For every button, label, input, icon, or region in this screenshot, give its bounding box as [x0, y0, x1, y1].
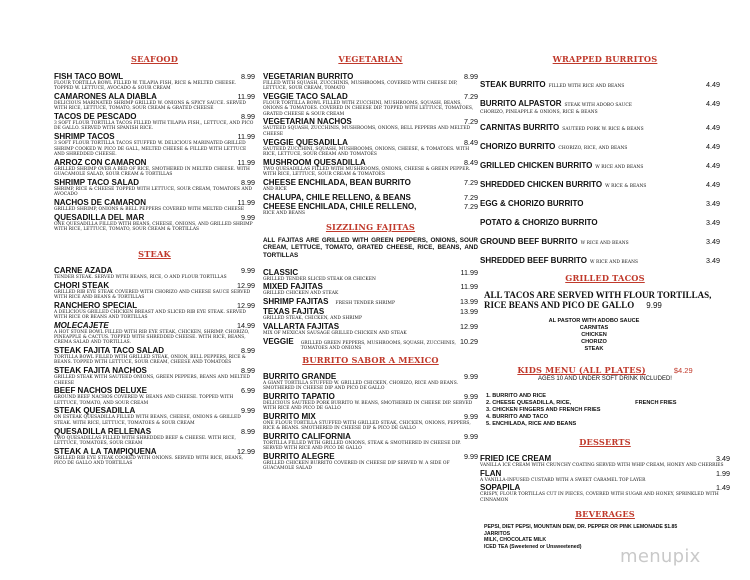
menu-item	[263, 117, 478, 137]
menu-item-name: QUESADILLA DEL MAR	[54, 212, 145, 222]
menu-item-name: STEAK QUESADILLA	[54, 406, 136, 416]
menu-item-name: FRIED ICE CREAM	[480, 453, 552, 463]
menu-item-name: NACHOS DE CAMARON	[54, 197, 146, 207]
menu-item	[54, 281, 255, 301]
wrapped-item-left	[480, 134, 627, 153]
menu-item	[480, 469, 730, 483]
menu-item-row	[54, 346, 255, 355]
steak-header: STEAK	[138, 248, 171, 259]
sabor-header: BURRITO SABOR A MEXICO	[302, 354, 439, 365]
menu-item-description: A VANILLA-INFUSED CUSTARD WITH A SWEET CARAMEL TOP LAYER	[480, 477, 646, 483]
menu-item-name: STEAK FAJITA NACHOS	[54, 366, 147, 376]
menu-item-price: 8.99	[464, 72, 478, 81]
menu-item-description: GRILLED SHRIMP, ONIONS & BELL PEPPERS COVERED WITH MELTED CHEESE	[54, 206, 245, 212]
menu-item	[263, 92, 478, 117]
wrapped-item-name: BURRITO ALPASTOR	[480, 99, 562, 108]
menu-item-row	[54, 321, 255, 330]
menu-item-row	[263, 337, 478, 352]
menu-item-description: GRILLED STEAK, CHICKEN, AND SHRIMP	[263, 316, 362, 322]
fajitas-intro: ALL FAJITAS ARE GRILLED WITH GREEN PEPPERS, ONIONS, SOUR CREAM, LETTUCE, TOMATO, GRATED CHEESE, RICE, BEANS, AND TORTILLAS	[263, 236, 478, 260]
wrapped-item-note: W RICE AND BEANS	[589, 260, 639, 266]
menu-item	[54, 321, 255, 346]
menu-item-description: FILLED WITH SQUASH, ZUCCHINIS, MUSHROOMS, COVERED WITH CHEESE DIP, LETTUCE, SOUR CREAM, TOMATO	[263, 81, 458, 92]
menu-item-description: 3 SOFT FLOUR TORTILLA TACOS STUFFED W. DELICIOUS MARINATED GRILLED SHRIMP COOKED W. PICO DE GALL, MELTED CHEESE & FILLED WITH LETTUCE AND SHREDDED CHEESE.	[54, 141, 247, 157]
menu-item-name: FISH TACO BOWL	[54, 72, 124, 81]
menu-item-row	[54, 178, 255, 187]
menu-item-description: GRILLED GREEN PEPPERS, MUSHROOMS, SQUASH, ZUCCHINIS, TOMATOES AND ONIONS	[300, 340, 456, 351]
wrapped-item-name: EGG & CHORIZO BURRITO	[480, 199, 584, 209]
menu-item-row	[54, 447, 255, 456]
wrapped-item-row	[480, 210, 730, 229]
wrapped-item-row	[480, 134, 730, 153]
menu-item-price: 9.99	[464, 391, 478, 401]
menu-item-row	[263, 92, 478, 101]
menu-item-price: 9.99	[464, 432, 478, 441]
menu-item-name: MUSHROOM QUESADILLA	[263, 157, 366, 167]
menu-item	[263, 138, 478, 158]
menu-item-description: MIX OF MEXICAN SAUSAGE GRILLED CHICKEN AND STEAK	[263, 330, 407, 336]
menu-item-row	[54, 406, 255, 415]
menu-item	[263, 72, 478, 92]
tacos-line-2-row	[480, 300, 730, 310]
menu-item-row	[54, 72, 255, 81]
menu-item-name: BURRITO MIX	[263, 411, 316, 421]
menu-item-price: 12.99	[237, 446, 255, 456]
wrapped-item-note: SAUTEED PORK W. RICE & BEANS	[562, 127, 644, 133]
menu-item-price: 9.99	[464, 411, 478, 421]
vegetarian-list	[263, 72, 478, 216]
kids-item: 2. CHEESE QUESADILLA, RICE,	[486, 399, 572, 406]
menu-item-name: VEGETARIAN NACHOS	[263, 117, 352, 127]
menu-item-description: GROUND BEEF NACHOS COVERED W. BEANS AND CHEESE. TOPPED WITH LETTUCE, TOMATO, AND SOUR CREAM	[54, 395, 234, 406]
menu-item-name: RANCHERO SPECIAL	[54, 300, 138, 310]
wrapped-item-note: FILLED WITH RICE AND BEANS	[548, 84, 625, 89]
menu-item-row	[54, 386, 255, 395]
menu-item-row	[54, 281, 255, 290]
menu-item-row	[263, 158, 478, 167]
taco-option: CHICKEN	[581, 332, 607, 339]
menu-item-description: GRILLED CHICKEN BURRITO COVERED IN CHEESE DIP SERVED W. A SIDE OF GUACAMOLE SALAD	[263, 461, 450, 472]
menu-item	[54, 178, 255, 198]
menu-item-name: BURRITO GRANDE	[263, 371, 337, 381]
menu-item-description: CRISPY, FLOUR TORTILLAS CUT IN PIECES, COVERED WITH SUGAR AND HONEY, SPRINKLED WITH CINNAMON	[480, 492, 719, 503]
menu-item-name: BURRITO TAPATIO	[263, 391, 335, 401]
kids-header-row	[480, 365, 730, 376]
kids-item-row	[486, 414, 730, 421]
menu-item-description: DELICIOUS SAUTEED PORK BURRITO W. BEANS, SMOTHERED IN CHEESE DIP. SERVED WITH RICE AND PICO DE GALLO	[263, 400, 473, 412]
wrapped-item-name: POTATO & CHORIZO BURRITO	[480, 218, 598, 228]
menu-item-description: DELICIOUS MARINATED SHRIMP GRILLED W. ONIONS & SPICY SAUCE. SERVED WITH RICE, LETTUCE, TOMATO, SOUR CREAM & GRATED CHEESE	[54, 101, 246, 112]
tacos-line-2: RICE BEANS AND PICO DE GALLO	[484, 300, 635, 311]
wrapped-item-row	[480, 191, 730, 210]
menu-item-name: BURRITO ALEGRE	[263, 452, 335, 462]
wrapped-item-price: 4.49	[706, 161, 720, 171]
menu-item-description: GRILLED STEAK WITH SAUTEED ONIONS, GREEN PEPPERS, BEANS AND MELTED CHEESE	[54, 375, 250, 386]
wrapped-item-name: SHREDDED BEEF BURRITO	[480, 256, 587, 266]
menu-item-price: 8.99	[241, 72, 255, 81]
menu-item-name: BURRITO CALIFORNIA	[263, 432, 351, 441]
kids-item: 3. CHICKEN FINGERS AND FRENCH FRIES	[486, 406, 601, 413]
wrapped-item-row	[480, 172, 730, 191]
menu-item	[54, 447, 255, 467]
beverage-line: PEPSI, DIET PEPSI, MOUNTAIN DEW, DR. PEPPER OR PINK LEMONADE $1.85	[484, 524, 678, 531]
menu-item-description: GRILLED RIB EYE STEAK COVERED WITH CHORIZO AND CHEESE SAUCE SERVED WITH RICE AND BEANS & TORTILLAS	[54, 289, 251, 300]
menu-item-price: 11.99	[460, 282, 478, 292]
wrapped-item-price: 3.49	[706, 237, 720, 247]
menu-item	[263, 307, 478, 321]
menu-item-description: ONE FLOUR TORTILLA STUFFED WITH GRILLED STEAK, CHICKEN, ONIONS, PEPPERS, RICE & BEANS. SMOTHERED IN CHEESE DIP & PICO DE GALLO	[263, 420, 471, 432]
wrapped-item-left	[480, 91, 632, 110]
menu-item-name: VEGGIE	[263, 336, 294, 346]
menu-item-description: ONE QUESADILLA FILLED WITH BEANS, CHEESE, ONIONS, AND GRILLED SHRIMP WITH RICE, LETTUCE, TOMATO, SOUR CREAM & TORTILLAS	[54, 221, 253, 232]
menu-item-description: RICE AND BEANS	[263, 211, 306, 217]
menu-item-description: 3 SOFT FLOUR TORTILLA TACOS FILLED WITH TILAPIA FISH,, LETTUCE, AND PICO DE GALLO. SERVED WITH SPANISH RICE.	[54, 121, 254, 132]
menu-item-price: 13.99	[460, 297, 478, 307]
vegetarian-header: VEGETARIAN	[338, 54, 403, 64]
menu-item-name: VALLARTA FAJITAS	[263, 321, 340, 331]
menu-item-price: 14.99	[237, 320, 255, 330]
wrapped-item-row	[480, 91, 730, 110]
menu-item-description: ON ESTEAK QUESADILLA FILLED WITH BEANS, CHEESE, ONIONS & GRILLED STEAK. WITH RICE, LETTUCE, TOMATOES & SOUR CREAM	[54, 415, 241, 426]
menu-item-row	[263, 297, 478, 306]
menu-item-price: 11.99	[237, 132, 255, 142]
menu-item-name: CHORI STEAK	[54, 280, 110, 290]
menu-item-description: FRESH TENDER SHRIMP	[335, 301, 395, 307]
wrapped-item-left	[480, 229, 629, 248]
wrapped-item-left	[480, 191, 583, 210]
wrapped-item-price: 4.49	[706, 142, 720, 152]
menu-item	[480, 454, 730, 468]
wrapped-item-name: GROUND BEEF BURRITO	[480, 237, 578, 247]
tacos-line-1: ALL TACOS ARE SERVED WITH FLOUR TORTILLAS,	[484, 290, 712, 301]
menu-item-price: 8.49	[464, 137, 478, 147]
kids-subtitle: AGES 10 AND UNDER SOFT DRINK INCLUDED!	[538, 376, 672, 383]
menu-item-price: 1.99	[716, 468, 730, 478]
wrapped-item-left	[480, 248, 638, 267]
menu-item-name: SHRIMP TACOS	[54, 132, 115, 142]
taco-option: CHORIZO	[581, 339, 607, 346]
menu-item-description: A HOT STONE BOWL FILLED WITH RIB EYE STEAK, CHICKEN, SHRIMP, CHORIZO, PINEAPPLE & CACTUS. TOPPED WITH SHREDDED CHEESE. WITH RICE, BEANS, CREMA SALAD AND TORTILLAS.	[54, 329, 250, 346]
menupix-watermark: menupix	[620, 546, 701, 567]
kids-item: 4. BURRITO AND TACO	[486, 413, 549, 420]
menu-item	[263, 452, 478, 472]
menu-item-name: MOLECAJETE	[54, 320, 109, 330]
wrapped-item-price: 3.49	[706, 218, 720, 228]
menu-item-name: ARROZ CON CAMARON	[54, 157, 147, 167]
kids-header: KIDS MENU (ALL PLATES)	[517, 365, 646, 376]
menu-item-price: 7.29	[464, 202, 478, 212]
menu-item	[263, 158, 478, 178]
menu-item-description: SHRIMP, RICE & CHEESE TOPPED WITH LETTUCE, SOUR CREAM, TOMATOES AND AVOCADO	[54, 186, 253, 198]
column-right	[478, 0, 730, 580]
wrapped-header: WRAPPED BURRITOS	[552, 54, 658, 64]
taco-option: STEAK	[584, 346, 604, 353]
tacos-options	[480, 318, 730, 353]
menu-item-name: CLASSIC	[263, 267, 299, 277]
menu-item-name: CHEESE ENCHILADA, BEAN BURRITO	[263, 177, 411, 187]
menu-item-price: 8.99	[241, 426, 255, 436]
menu-item-description: TWO QUESADILLAS FILLED WITH MUSHROOMS, ONIONS, CHEESE & GREEN PEPPER. WITH RICE, LETTUCE, SOUR CREAM & TOMATOES	[263, 166, 471, 177]
menu-item-price: 6.99	[241, 386, 255, 396]
menu-item-description: GRILLED TENDER SLICED STEAK OR CHICKEN	[263, 276, 376, 282]
kids-item: 5. ENCHILADA, RICE AND BEANS	[486, 420, 577, 427]
beverage-line: MILK, CHOCOLATE MILK	[484, 537, 547, 544]
menu-item-description: FLOUR TORTILLA BOWL FILLED W. TILAPIA FISH, RICE & MELTED CHEESE. TOPPED W. LETTUCE, AVOCADO & SOUR CREAM	[54, 81, 237, 92]
menu-item-name: CHEESE ENCHILADA, CHILE RELLENO,	[263, 202, 417, 212]
wrapped-item-left	[480, 210, 598, 229]
menu-item-name: VEGETARIAN BURRITO	[263, 72, 354, 81]
kids-item-row	[486, 407, 730, 414]
menu-item-row	[480, 483, 730, 492]
menu-item-name: MIXED FAJITAS	[263, 282, 323, 292]
desserts-header: DESSERTS	[579, 436, 631, 447]
wrapped-item-note: STEAK WITH ADOBO SAUCE	[564, 103, 633, 108]
menu-item-row	[263, 307, 478, 316]
menu-item-price: 8.99	[241, 366, 255, 376]
menu-item-name: BEEF NACHOS DELUXE	[54, 386, 147, 396]
menu-item	[54, 112, 255, 132]
menu-item	[480, 483, 730, 503]
menu-item-name: TEXAS FAJITAS	[263, 307, 325, 317]
menu-item-price: 8.49	[464, 157, 478, 167]
wrapped-item-note: W RICE & BEANS	[605, 184, 647, 190]
menu-item-price: 9.99	[464, 452, 478, 462]
menu-item-description: GRILLED SHRIMP OVER A BED OF RICE, SMOTHERED IN MELTED CHEESE. WITH GUACAMOLE SALAD, SOUR CREAM & TORTILLAS	[54, 166, 250, 177]
menu-item-description: A GIANT TORTILLA STUFFED W. GRILLED CHICKEN, CHORIZO, RICE AND BEANS. SMOTHERED IN CHEESE DIP AND PICO DE GALLO	[263, 380, 459, 392]
menu-item-row	[54, 427, 255, 436]
menu-item	[263, 412, 478, 432]
menu-item-price: 12.99	[237, 300, 255, 310]
menu-item-name: CARNE AZADA	[54, 265, 113, 275]
menu-item-price: 7.29	[464, 192, 478, 202]
menu-item-price: 11.99	[237, 157, 255, 167]
menu-item-row	[263, 117, 478, 126]
menu-item-row	[54, 112, 255, 121]
menu-item-description: VANILLA ICE CREAM WITH CRUNCHY COATING SERVED WITH WHIP CREAM, HONEY AND CHERRIES	[480, 462, 724, 468]
wrapped-item-row	[480, 248, 730, 267]
wrapped-item-row	[480, 72, 730, 91]
wrapped-item-note: CHORIZO, RICE, AND BEANS	[558, 146, 628, 152]
menu-item-row	[54, 198, 255, 207]
menu-item-name: TACOS DE PESCADO	[54, 112, 137, 122]
kids-item-row	[486, 393, 730, 400]
menu-item-row	[263, 412, 478, 421]
beverages-header: BEVERAGES	[575, 509, 635, 520]
menu-item-name: STEAK A LA TAMPIQUENA	[54, 446, 157, 456]
menu-item-price: 13.99	[460, 307, 478, 317]
menu-item-description: TENDER STEAK. SERVED WITH BEANS, RICE, O AND FLOUR TORTILLAS	[54, 274, 227, 280]
sabor-list	[263, 372, 478, 472]
menu-item-row	[54, 158, 255, 167]
menu-item	[263, 268, 478, 282]
menu-item	[263, 202, 478, 216]
wrapped-item-left	[480, 172, 646, 191]
menu-item-row	[54, 213, 255, 222]
menu-item	[263, 322, 478, 336]
menu-item	[54, 301, 255, 321]
menu-item-description: AND RICE	[263, 186, 287, 192]
menu-item-name: SHRIMP TACO SALAD	[54, 177, 140, 187]
wrapped-item-name: SHREDDED CHICKEN BURRITO	[480, 180, 603, 190]
column-middle	[263, 0, 478, 580]
menu-item	[54, 406, 255, 426]
menu-item-description: GRILLED CHICKEN AND STEAK	[263, 291, 339, 297]
taco-option: AL PASTOR WITH ADOBO SAUCE	[548, 318, 640, 325]
menu-item-description: GRILLED RIB EYE STEAK COOKED WITH ONIONS. SERVED WITH RICE, BEANS, PICO DE GALLO AND TORTILLAS	[54, 455, 243, 466]
menu-item-name: VEGGIE QUESADILLA	[263, 137, 348, 147]
steak-list	[54, 266, 255, 466]
kids-item: 1. BURRITO AND RICE	[486, 392, 546, 399]
menu-item-row	[263, 372, 478, 381]
menu-item	[54, 158, 255, 178]
menu-item-price: 8.99	[241, 346, 255, 356]
menu-item-price: 9.99	[241, 212, 255, 222]
desserts-list	[480, 454, 730, 503]
beverage-line: JARRITOS	[484, 530, 511, 537]
menu-item-description: TWO QUESADILLAS FILLED WITH SHREDDED BEEF & CHEESE. WITH RICE, LETTUCE, TOMATOES, SOUR CREAM	[54, 435, 236, 446]
kids-list	[480, 393, 730, 428]
menu-item-name: QUESADILLA RELLENAS	[54, 426, 152, 436]
menu-item-row	[263, 282, 478, 291]
seafood-list	[54, 72, 255, 232]
menu-item-row	[263, 72, 478, 81]
menu-item-price: 9.99	[241, 265, 255, 275]
menu-item-row	[263, 178, 478, 187]
wrapped-item-note: W RICE AND BEANS	[595, 165, 644, 171]
menu-item	[54, 346, 255, 366]
menu-item-row	[263, 193, 478, 202]
menu-item-name: CHALUPA, CHILE RELLENO, & BEANS	[263, 192, 411, 202]
fajitas-header: SIZZLING FAJITAS	[325, 221, 416, 232]
menu-item	[54, 198, 255, 212]
menu-item-name: FLAN	[480, 468, 502, 478]
column-left	[40, 0, 255, 580]
menu-item-description: A DELICIOUS GRILLED CHICKEN BREAST AND SLICED RIB EYE STEAK. SERVED WITH RICE OR BEANS AND TORTILLAS	[54, 309, 246, 320]
kids-item-extra: FRENCH FRIES	[635, 399, 677, 406]
menu-item-row	[263, 452, 478, 461]
beverage-line: ICED TEA (Sweetened or Unsweetened)	[484, 543, 582, 550]
menu-item	[54, 72, 255, 92]
menu-item-row	[263, 138, 478, 147]
menu-item-price: 9.99	[464, 371, 478, 381]
menu-item-name: VEGGIE TACO SALAD	[263, 92, 348, 102]
kids-item-row	[486, 421, 730, 428]
wrapped-item-left	[480, 153, 643, 172]
wrapped-item-price: 4.49	[706, 123, 720, 133]
menu-item-row	[54, 132, 255, 141]
wrapped-item-price: 3.49	[706, 256, 720, 266]
menu-item	[54, 427, 255, 447]
menu-item-name: SOPAPILA	[480, 483, 521, 493]
wrapped-item-left	[480, 72, 624, 91]
menu-item	[263, 178, 478, 192]
menu-item-price: 8.99	[241, 112, 255, 122]
wrapped-item-row	[480, 153, 730, 172]
menu-item-price: 8.99	[241, 177, 255, 187]
menu-item-price: 3.49	[716, 453, 730, 463]
menu-item-name: SHRIMP FAJITAS	[263, 297, 329, 307]
menu-item-price: 7.29	[464, 177, 478, 187]
menu-item-row	[263, 268, 478, 277]
menu-item	[54, 386, 255, 406]
menu-item	[54, 92, 255, 112]
menu-item-description: SAUTEED ZUCCHINI, SQUASH, MUSHROOMS, ONIONS, CHEESE, & TOMATOES. WITH RICE, LETTUCE, SOUR CREAM AND TOMATOES	[263, 146, 470, 157]
menu-item	[263, 337, 478, 352]
wrapped-item-description: CHORIZO, PINEAPPLE & ONIONS, RICE & BEANS	[480, 110, 598, 115]
menu-item-description: TORTILLA FILLED WITH GRILLED ONIONS, STEAK & SMOTHERED IN CHEESE DIP. SERVED WITH RICE AND PICO DE GALLO	[263, 441, 461, 452]
wrapped-item-price: 4.49	[706, 180, 720, 190]
menu-item-row	[263, 202, 478, 211]
menu-item-price: 9.99	[241, 406, 255, 416]
tacos-price: 9.99	[646, 301, 662, 311]
menu-item-price: 7.29	[464, 92, 478, 102]
menu-item	[54, 132, 255, 157]
wrapped-item-row	[480, 115, 730, 134]
menu-item	[54, 213, 255, 233]
menu-item	[54, 366, 255, 386]
wrapped-item-price: 3.49	[706, 199, 720, 209]
menu-item-row	[54, 266, 255, 275]
wrapped-item-price: 4.49	[706, 99, 720, 108]
menu-item-row	[263, 322, 478, 331]
wrapped-item-name: CHORIZO BURRITO	[480, 142, 556, 152]
menu-item-row	[263, 432, 478, 441]
wrapped-item-note: W RICE AND BEANS	[580, 241, 629, 247]
menu-item-price: 11.99	[460, 267, 478, 277]
menu-item-price: 11.99	[237, 197, 255, 207]
menu-item-price: 10.29	[460, 336, 478, 346]
menu-item-price: 11.99	[237, 92, 255, 102]
wrapped-item-left	[480, 115, 644, 134]
menu-item-row	[480, 454, 730, 463]
menu-item-row	[54, 301, 255, 310]
kids-item-row	[486, 400, 730, 407]
menu-item	[54, 266, 255, 280]
menu-item-description: FLOUR TORTILLA BOWL FILLED WITH ZUCCHINI, MUSHROOMS, SQUASH, BEANS, ONIONS & TOMATOES. COVERED IN CHEESE DIP. TOPPED WITH LETTUCE, TOMATOES, GRATED CHEESE & SOUR CREAM	[263, 101, 474, 117]
menu-item-price: 7.29	[464, 117, 478, 127]
menu-item	[263, 392, 478, 412]
wrapped-item-name: GRILLED CHICKEN BURRITO	[480, 161, 593, 171]
taco-option: CARNITAS	[579, 325, 609, 332]
menu-item-row	[54, 366, 255, 375]
menu-item-row	[54, 92, 255, 101]
menu-item-row	[263, 392, 478, 401]
menu-item-row	[480, 469, 730, 478]
menu-item	[263, 282, 478, 296]
menu-item-name: STEAK FAJITA TACO SALAD	[54, 346, 165, 356]
menu-item-price: 12.99	[460, 321, 478, 331]
menu-item	[263, 193, 478, 202]
wrapped-item-name: CARNITAS BURRITO	[480, 123, 560, 133]
menu-item-name: CAMARONES ALA DIABLA	[54, 92, 157, 102]
tacos-header: GRILLED TACOS	[565, 273, 645, 284]
wrapped-item-price: 4.49	[706, 80, 720, 89]
menu-item-description: TORTILLA BOWL FILLED WITH GRILLED STEAK, ONION, BELL PEPPERS, RICE & BEANS. TOPPED WITH LETTUCE, SOUR CREAM, CHEESE AND TOMATOES	[54, 355, 246, 366]
menu-item-price: 12.99	[237, 280, 255, 290]
kids-price: $4.29	[673, 366, 693, 376]
menu-item-description: SAUTEED SQUASH, ZUCCHINIS, MUSHROOMS, ONIONS, BELL PEPPERS AND MELTED CHEESE	[263, 126, 471, 137]
menu-item	[263, 372, 478, 392]
menu-item	[263, 432, 478, 452]
wrapped-item-row	[480, 229, 730, 248]
wrapped-list	[480, 72, 730, 267]
seafood-header: SEAFOOD	[130, 54, 179, 64]
wrapped-item-name: STEAK BURRITO	[480, 80, 546, 89]
menu-item	[263, 297, 478, 306]
menu-item-price: 1.49	[716, 483, 730, 493]
fajitas-list	[263, 268, 478, 352]
